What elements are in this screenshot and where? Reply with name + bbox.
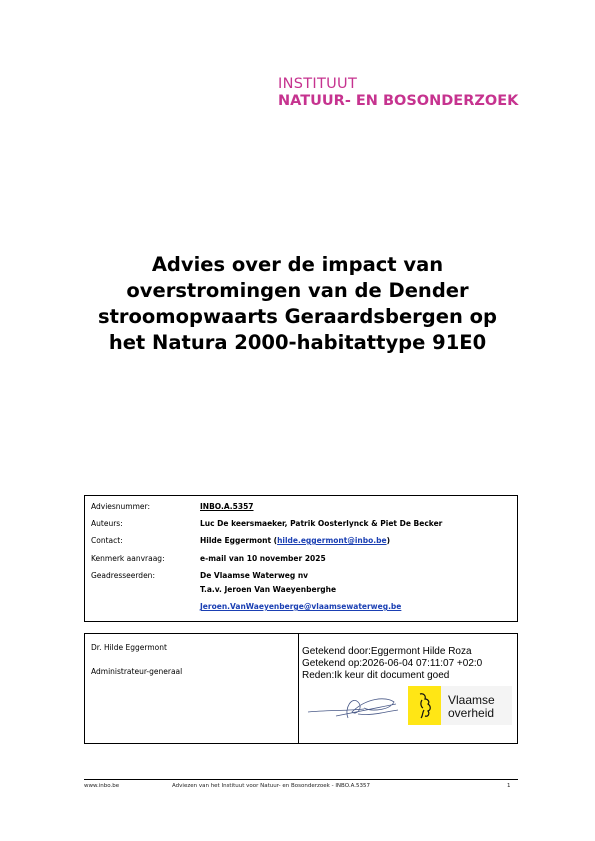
auteurs-row: [91, 519, 442, 528]
vo-text: [448, 694, 495, 720]
handwritten-signature: [306, 690, 406, 724]
geadresseerden-label: Geadresseerden:: [91, 571, 155, 580]
title-line-4: het Natura 2000-habitattype 91E0: [108, 331, 487, 354]
footer-site: www.inbo.be: [84, 783, 120, 789]
geadresseerden-line-1: De Vlaamse Waterweg nv: [200, 571, 309, 580]
vo-line-2: overheid: [448, 706, 495, 720]
contact-email-link[interactable]: hilde.eggermont@inbo.be: [277, 536, 387, 545]
title-line-3: stroomopwaarts Geraardsbergen op: [97, 305, 498, 328]
signed-by: Getekend door:Eggermont Hilde Roza: [302, 646, 472, 657]
geadresseerden-line-2: T.a.v. Jeroen Van Waeyenberghe: [200, 585, 337, 594]
vo-yellow-block: [408, 686, 441, 725]
signature-divider: [298, 634, 299, 743]
contact-name: Hilde Eggermont (: [200, 536, 278, 545]
vlaamse-overheid-logo: [408, 686, 512, 725]
signatory-role: Administrateur-generaal: [91, 667, 183, 676]
auteurs-value: Luc De keersmaeker, Patrik Oosterlynck & Piet De Becker: [200, 519, 443, 528]
document-title: [60, 252, 535, 356]
kenmerk-value: e-mail van 10 november 2025: [200, 554, 326, 563]
title-line-2: overstromingen van de Dender: [126, 279, 469, 302]
advies-row: [91, 502, 254, 511]
footer-text: Adviezen van het Instituut voor Natuur- en Bosonderzoek - INBO.A.5357: [172, 783, 370, 789]
title-line-1: Advies over de impact van: [151, 253, 444, 276]
signatory-name: Dr. Hilde Eggermont: [91, 643, 167, 652]
footer-page-number: 1: [507, 783, 511, 789]
advice-info-box: [84, 495, 518, 622]
inbo-logo: [278, 76, 518, 110]
footer-rule: [84, 779, 518, 780]
contact-row: [91, 536, 390, 545]
kenmerk-row: [91, 554, 326, 563]
logo-line-2: NATUUR- EN BOSONDERZOEK: [278, 93, 519, 109]
logo-line-1: INSTITUUT: [278, 76, 358, 92]
kenmerk-label: Kenmerk aanvraag:: [91, 554, 165, 563]
geadresseerden-email-row: [200, 602, 401, 611]
vo-line-1: Vlaamse: [448, 693, 495, 707]
contact-close: ): [386, 536, 391, 545]
digital-signature-info: [302, 646, 482, 682]
advies-number: INBO.A.5357: [200, 502, 254, 511]
geadresseerden-email-link[interactable]: Jeroen.VanWaeyenberge@vlaamsewaterweg.be: [200, 602, 402, 611]
contact-label: Contact:: [91, 536, 123, 545]
advies-label: Adviesnummer:: [91, 502, 151, 511]
lion-icon: [408, 686, 441, 725]
geadresseerden-row: [91, 571, 308, 580]
signed-on: Getekend op:2026-06-04 07:11:07 +02:0: [302, 658, 483, 669]
auteurs-label: Auteurs:: [91, 519, 123, 528]
signed-reason: Reden:Ik keur dit document goed: [302, 670, 450, 681]
geadresseerden-line-2-row: [200, 585, 336, 594]
